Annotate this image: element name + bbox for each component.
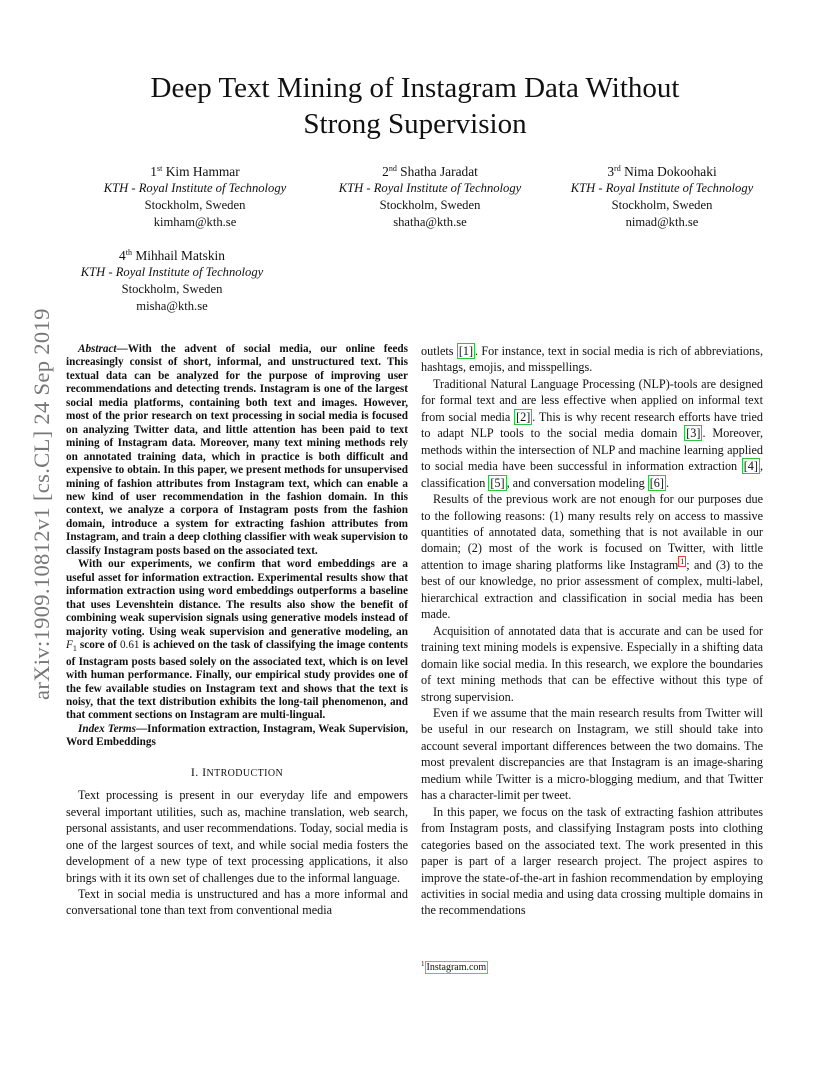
text-run: . Moreover, methods within the intersection of NLP and machine learning applied to social media have been successful in information extraction <box>421 426 763 474</box>
citation-link[interactable]: [2] <box>516 409 531 424</box>
left-column <box>66 343 408 919</box>
citation-link[interactable]: [6] <box>649 475 664 490</box>
author-name: Nima Dokoohaki <box>624 164 717 179</box>
abstract-label: Abstract <box>78 343 117 355</box>
author-location: Stockholm, Sweden <box>611 198 713 212</box>
author-block-2 <box>310 163 550 231</box>
author-ordinal-suffix: th <box>125 248 132 257</box>
abstract-paragraph-1: —With the advent of social media, our online feeds increasingly consist of short, informal, and unstructured text. This textual data can be analyzed for the purpose of improving user recommendations and detecting trends. Instagram is one of the largest social media platforms, containing both text and images. However, most of the prior research on text processing in social media is focused on analyzing Twitter data, and little attention has been paid to text mining of Instagram data. Moreover, many text mining methods rely on annotated training data, which in practice is both difficult and expensive to obtain. In this paper, we present methods for unsupervised mining of fashion attributes from Instagram text, which can enable a new kind of user recommendation in the fashion domain. In this context, we analyze a corpora of Instagram posts from the fashion domain, introduce a system for extracting fashion attributes from Instagram, and train a deep clothing classifier with weak supervision to classify Instagram posts based on the associated text. <box>66 343 408 557</box>
f1-value: 0.61 <box>119 638 140 651</box>
author-location: Stockholm, Sweden <box>121 282 223 296</box>
intro-paragraph-2: Text in social media is unstructured and has a more informal and conversational tone than text from conventional media <box>66 887 408 918</box>
right-paragraph-1 <box>421 376 763 491</box>
text-run: . For instance, text in social media is rich of abbreviations, hashtags, emojis, and misspellings. <box>421 344 763 375</box>
author-affiliation: KTH - Royal Institute of Technology <box>103 181 287 195</box>
paper-title-line-1: Deep Text Mining of Instagram Data Without <box>150 72 680 104</box>
text-run: outlets <box>421 344 457 358</box>
text-run: , and conversation modeling <box>506 475 648 490</box>
author-name: Mihhail Matskin <box>135 248 225 263</box>
author-ordinal: 4 <box>119 248 126 263</box>
section-heading-initial: I <box>202 764 207 779</box>
right-paragraph-2 <box>421 491 763 623</box>
abstract-paragraph-2-start: With our experiments, we confirm that word embeddings are a useful asset for information extraction. Experimental results show that information extraction using word embeddings outperforms a baseline that uses Levenshtein distance. The results also show the benefit of combining weak supervision signals using generative models instead of majority voting. Using weak supervision and generative modeling, an <box>66 558 408 638</box>
right-paragraph-4: Even if we assume that the main research results from Twitter will be useful in our research on Instagram, we still should take into account several important differences between the two domains. The most prevalent discrepancies are that Instagram is an image-sharing medium while Twitter is a micro-blogging medium, and that Twitter has a character-limit per tweet. <box>421 705 763 803</box>
author-block-1 <box>75 163 315 231</box>
footnote-url-link[interactable]: Instagram.com <box>426 962 487 973</box>
text-run: Traditional Natural Language Processing (NLP)-tools are designed for formal text and are less effective when applied on informal text from social media <box>421 376 763 424</box>
author-name: Shatha Jaradat <box>400 164 478 179</box>
right-column <box>421 343 763 919</box>
author-ordinal-suffix: nd <box>388 164 397 173</box>
author-email: nimad@kth.se <box>625 215 699 229</box>
author-affiliation: KTH - Royal Institute of Technology <box>80 265 264 279</box>
footnote-link[interactable]: 1 <box>680 556 685 566</box>
section-heading-rest: NTRODUCTION <box>206 767 284 779</box>
f1-symbol: F <box>66 638 73 651</box>
text-run: . This is why recent research efforts have tried to adapt NLP tools to the social media domain <box>421 409 763 441</box>
index-terms: —Information extraction, Instagram, Weak Supervision, Word Embeddings <box>66 722 408 749</box>
text-run: . <box>665 475 669 490</box>
text-run: Results of the previous work are not enough for our purposes due to the following reasons: (1) many results rely on access to massive quantities of annotated data, something that is not available in our domain; (2) most of the work is focused on Twitter, with little attention to image sharing platforms like Instagram <box>421 492 763 572</box>
author-block-4 <box>52 247 292 315</box>
author-location: Stockholm, Sweden <box>379 198 481 212</box>
citation-link[interactable]: [5] <box>490 475 505 490</box>
author-block-3 <box>542 163 782 231</box>
abstract-paragraph-2-end: is achieved on the task of classifying the image contents of Instagram posts based solely on the associated text, which is on level with human performance. Finally, our empirical study provides one of the few available studies on Instagram text and shows that the text is noisy, that the text distribution exhibits the long-tail phenomenon, and that comment sections on Instagram are multi-lingual. <box>66 638 408 722</box>
paper-title-line-2: Strong Supervision <box>303 108 527 140</box>
right-paragraph-3: Acquisition of annotated data that is accurate and can be used for training text mining models is expensive. Especially in a shifting data domain like social media. In this research, we explore the boundaries of text mining methods that can be effective without this type of strong supervision. <box>421 623 763 704</box>
author-affiliation: KTH - Royal Institute of Technology <box>570 181 754 195</box>
author-ordinal-suffix: st <box>156 164 163 173</box>
f1-subscript: 1 <box>72 644 77 654</box>
text-run: , classification <box>421 459 763 490</box>
author-location: Stockholm, Sweden <box>144 198 246 212</box>
citation-link[interactable]: [1] <box>458 344 474 358</box>
right-paragraph-5: In this paper, we focus on the task of extracting fashion attributes from Instagram posts, and classifying Instagram posts into clothing categories based on the associated text. The work presented in this paper is part of a larger research project. The project aspires to improve the state-of-the-art in fashion recommendation by employing activities in social media and using data crossing multiple domains in the recommendations <box>421 804 763 918</box>
right-paragraph-0 <box>421 343 763 376</box>
abstract <box>66 343 408 750</box>
author-email: kimham@kth.se <box>153 215 237 229</box>
footnote <box>421 957 763 975</box>
author-ordinal: 3 <box>607 164 615 179</box>
arxiv-identifier: arXiv:1909.10812v1 [cs.CL] 24 Sep 2019 <box>29 308 54 700</box>
index-terms-label: Index Terms <box>78 722 136 735</box>
text-run: ; and (3) to the best of our knowledge, no prior assessment of complex, multi-label, hierarchical extraction and classification in social media has been made. <box>421 557 763 622</box>
citation-link[interactable]: [4] <box>743 459 758 474</box>
section-numeral: I. <box>190 764 203 779</box>
footnote-mark: 1 <box>421 960 425 968</box>
abstract-paragraph-2-mid: score of <box>76 638 120 651</box>
author-affiliation: KTH - Royal Institute of Technology <box>338 181 522 195</box>
paper-title <box>60 70 770 142</box>
author-email: misha@kth.se <box>136 299 208 313</box>
author-ordinal: 1 <box>150 164 157 179</box>
author-email: shatha@kth.se <box>393 215 467 229</box>
citation-link[interactable]: [3] <box>686 426 701 441</box>
intro-paragraph-1: Text processing is present in our everyday life and empowers several important utilities, such as, machine translation, web search, personal assistants, and user recommendations. Today, social media is one of the largest sources of text, and while social media fosters the development of a new type of text processing applications, it also brings with it its own set of challenges due to the informal language. <box>66 788 408 885</box>
author-ordinal: 2 <box>382 164 389 179</box>
author-ordinal-suffix: rd <box>614 164 621 173</box>
author-name: Kim Hammar <box>165 164 240 179</box>
section-heading-introduction <box>66 764 408 782</box>
